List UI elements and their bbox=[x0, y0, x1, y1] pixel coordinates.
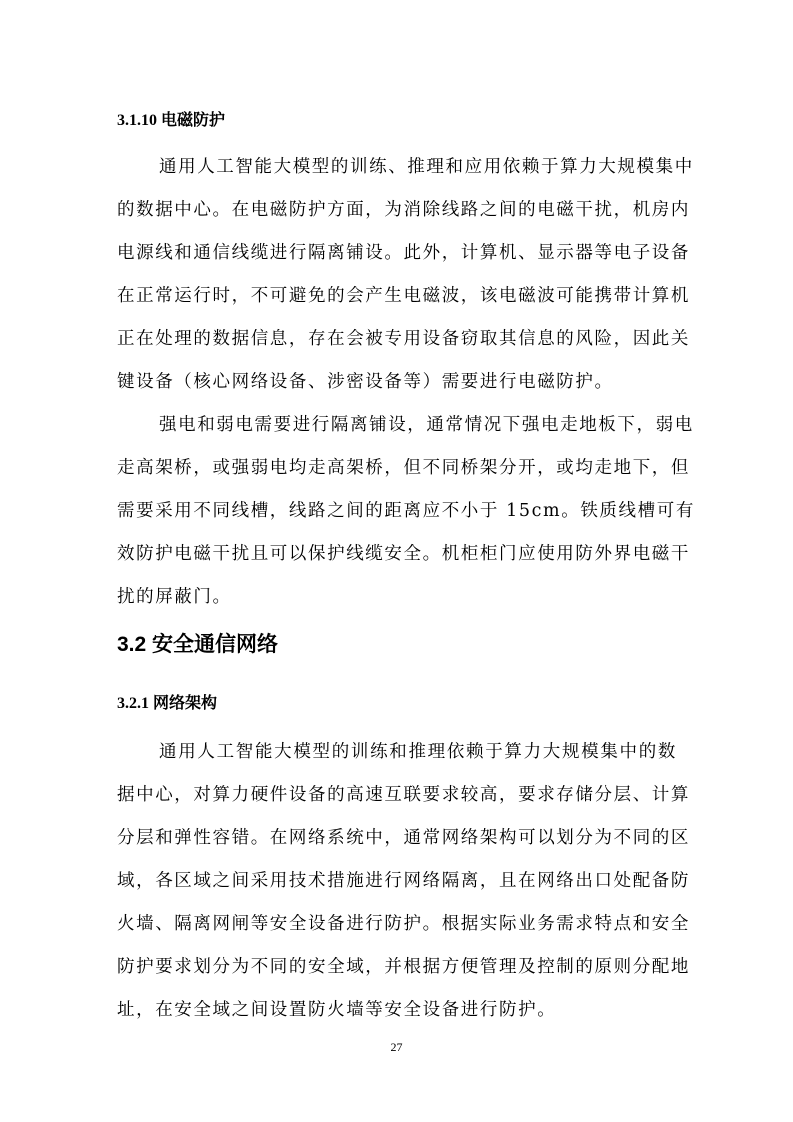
paragraph-line: 址，在安全域之间设置防火墙等安全设备进行防护。 bbox=[117, 1000, 557, 1020]
paragraph-line: 据中心，对算力硬件设备的高速互联要求较高，要求存储分层、计算 bbox=[117, 785, 690, 805]
paragraph-line: 效防护电磁干扰且可以保护线缆安全。机柜柜门应使用防外界电磁干 bbox=[117, 544, 690, 564]
paragraph-line: 走高架桥，或强弱电均走高架桥，但不同桥架分开，或均走地下，但 bbox=[117, 458, 690, 478]
section-heading-3-2-1: 3.2.1 网络架构 bbox=[117, 695, 218, 712]
paragraph-line: 防护要求划分为不同的安全域，并根据方便管理及控制的原则分配地 bbox=[117, 957, 690, 977]
paragraph-line: 分层和弹性容错。在网络系统中，通常网络架构可以划分为不同的区 bbox=[117, 828, 690, 848]
paragraph-line: 键设备（核心网络设备、涉密设备等）需要进行电磁防护。 bbox=[117, 372, 614, 392]
section-heading-3-2: 3.2 安全通信网络 bbox=[117, 633, 279, 656]
paragraph-line: 需要采用不同线槽，线路之间的距离应不小于 15cm。铁质线槽可有 bbox=[117, 501, 695, 521]
paragraph-line: 在正常运行时，不可避免的会产生电磁波，该电磁波可能携带计算机 bbox=[117, 286, 690, 306]
paragraph-line: 正在处理的数据信息，存在会被专用设备窃取其信息的风险，因此关 bbox=[117, 329, 690, 349]
paragraph-line: 通用人工智能大模型的训练和推理依赖于算力大规模集中的数 bbox=[159, 742, 677, 762]
paragraph-line: 电源线和通信线缆进行隔离铺设。此外，计算机、显示器等电子设备 bbox=[117, 243, 690, 263]
paragraph-line: 通用人工智能大模型的训练、推理和应用依赖于算力大规模集中 bbox=[159, 157, 694, 177]
paragraph-line: 强电和弱电需要进行隔离铺设，通常情况下强电走地板下，弱电 bbox=[159, 415, 694, 435]
paragraph-line: 域，各区域之间采用技术措施进行网络隔离，且在网络出口处配备防 bbox=[117, 871, 690, 891]
paragraph-line: 扰的屏蔽门。 bbox=[117, 587, 232, 607]
paragraph-line: 的数据中心。在电磁防护方面，为消除线路之间的电磁干扰，机房内 bbox=[117, 200, 690, 220]
paragraph-line: 火墙、隔离网闸等安全设备进行防护。根据实际业务需求特点和安全 bbox=[117, 914, 690, 934]
section-heading-3-1-10: 3.1.10 电磁防护 bbox=[117, 112, 226, 129]
page-number: 27 bbox=[390, 1040, 403, 1054]
